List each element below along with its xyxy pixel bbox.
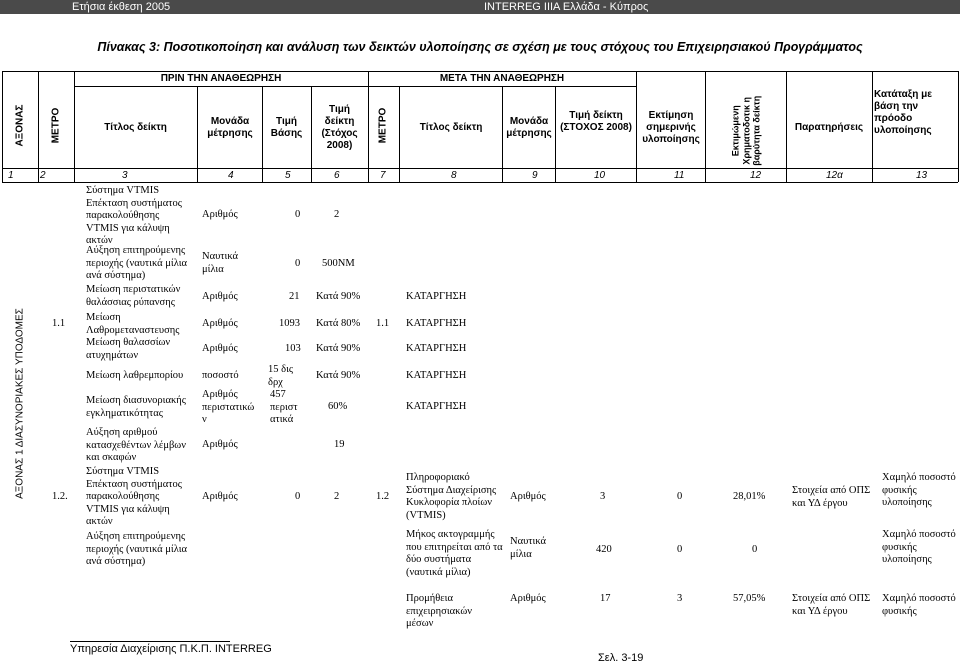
- col-header-target-before: Τιμή δείκτη (Στόχος 2008): [321, 104, 358, 151]
- measure-1-2-after: 1.2: [376, 491, 390, 502]
- measure-1-1: 1.1: [52, 318, 66, 329]
- indicator-unit: ποσοστό: [202, 370, 239, 381]
- current-estimate: 0: [677, 491, 683, 502]
- group-before-revision: ΠΡΙΝ ΤΗΝ ΑΝΑΘΕΩΡΗΣΗ: [160, 73, 282, 84]
- indicator-title-after: Πληροφοριακό Σύστημα Διαχείρισης Κυκλοφορία πλοίων (VTMIS): [406, 472, 497, 521]
- col-header-target-after: Τιμή δείκτη (ΣΤΟΧΟΣ 2008): [560, 110, 632, 133]
- col-header-measure-after: ΜΕΤΡΟ: [377, 107, 389, 144]
- col-number: 12: [750, 170, 762, 181]
- financial-weight: 0: [752, 544, 758, 555]
- progress-ranking: Χαμηλό ποσοστό φυσικής υλοποίησης: [882, 529, 956, 565]
- footer-agency: Υπηρεσία Διαχείρισης Π.Κ.Π. INTERREG: [70, 643, 272, 655]
- col-number: 5: [285, 170, 291, 181]
- indicator-title: Μείωση θαλασσίων ατυχημάτων: [86, 337, 171, 361]
- base-value: 0: [295, 491, 301, 502]
- indicator-unit: Αριθμός: [202, 439, 238, 450]
- remarks: Στοιχεία από ΟΠΣ και ΥΔ έργου: [792, 485, 871, 509]
- indicator-title: Αύξηση επιτηρούμενης περιοχής (ναυτικά μίλια ανά σύστημα): [86, 245, 188, 281]
- target-value: 2: [334, 209, 340, 220]
- indicator-unit-after: Αριθμός: [510, 491, 546, 502]
- col-header-estimate: Εκτίμηση σημερινής υλοποίησης: [642, 110, 700, 145]
- col-number: 13: [916, 170, 928, 181]
- col-header-title-before: Τίτλος δείκτη: [104, 122, 167, 133]
- col-number: 10: [594, 170, 606, 181]
- col-number: 11: [674, 170, 685, 181]
- indicator-title: Σύστημα VTMIS Επέκταση συστήματος παρακολούθησης VTMIS για κάλυψη ακτών: [86, 466, 182, 527]
- indicator-unit-after: Ναυτικά μίλια: [510, 536, 547, 560]
- col-number: 12α: [826, 170, 843, 181]
- remarks: Στοιχεία από ΟΠΣ και ΥΔ έργου: [792, 593, 871, 617]
- indicator-title: Μείωση λαθρεμπορίου: [86, 370, 184, 381]
- status-abolished: ΚΑΤΑΡΓΗΣΗ: [406, 318, 467, 329]
- indicator-title-after: Μήκος ακτογραμμής που επιτηρείται από τα δύο συστήματα (ναυτικά μίλια): [406, 529, 503, 578]
- indicator-title: Αύξηση αριθμού κατασχεθέντων λέμβων και σκαφών: [86, 427, 186, 463]
- col-number: 1: [8, 170, 14, 181]
- base-value: 21: [289, 291, 300, 302]
- col-number: 2: [40, 170, 46, 181]
- indicator-title: Μείωση διασυνοριακής εγκληματικότητας: [86, 395, 186, 419]
- col-header-remarks: Παρατηρήσεις: [794, 122, 864, 133]
- progress-ranking: Χαμηλό ποσοστό φυσικής υλοποίησης: [882, 472, 956, 508]
- target-value: 19: [334, 439, 345, 450]
- base-value: 457 περιστ ατικά: [270, 389, 298, 425]
- target-value-after: 3: [600, 491, 606, 502]
- indicator-unit: Αριθμός: [202, 209, 238, 220]
- indicator-unit: Αριθμός περιστατικώ ν: [202, 389, 255, 425]
- page-number: Σελ. 3-19: [598, 652, 644, 664]
- table-title: Πίνακας 3: Ποσοτικοποίηση και ανάλυση των δεικτών υλοποίησης σε σχέση με τους στόχους του Επιχειρησιακού Προγράμματος: [97, 40, 863, 54]
- status-abolished: ΚΑΤΑΡΓΗΣΗ: [406, 343, 467, 354]
- header-report-title: Ετήσια έκθεση 2005: [72, 1, 171, 13]
- indicator-unit-after: Αριθμός: [510, 593, 546, 604]
- col-header-base-value: Τιμή Βάσης: [270, 116, 303, 139]
- target-value: 2: [334, 491, 340, 502]
- axis-label: ΑΞΟΝΑΣ 1 ΔΙΑΣΥΝΟΡΙΑΚΕΣ ΥΠΟΔΟΜΕΣ: [14, 308, 26, 499]
- col-number: 8: [451, 170, 457, 181]
- current-estimate: 3: [677, 593, 683, 604]
- target-value: 500NM: [322, 258, 355, 269]
- target-value: Κατά 90%: [316, 370, 361, 381]
- base-value: 103: [285, 343, 301, 354]
- col-header-unit-before: Μονάδα μέτρησης: [207, 116, 253, 139]
- indicator-title: Μείωση περιστατικών θαλάσσιας ρύπανσης: [86, 284, 181, 308]
- base-value: 0: [295, 209, 301, 220]
- base-value: 1093: [279, 318, 300, 329]
- financial-weight: 57,05%: [733, 593, 766, 604]
- col-header-ranking: Κατάταξη με βάση την πρόοδο υλοποίησης: [874, 89, 933, 136]
- col-header-axis: ΑΞΟΝΑΣ: [14, 104, 26, 147]
- measure-1-2: 1.2.: [52, 491, 68, 502]
- footer-rule: [70, 641, 230, 642]
- indicator-unit: Αριθμός: [202, 491, 238, 502]
- current-estimate: 0: [677, 544, 683, 555]
- document-header-bar: [0, 0, 960, 14]
- base-value: 15 δις δρχ: [268, 364, 294, 388]
- col-number: 9: [532, 170, 538, 181]
- base-value: 0: [295, 258, 301, 269]
- col-number: 6: [334, 170, 340, 181]
- col-header-financial-weight: Εκτιμώμενη Χρηματοδοτικ η βαρύτητα δείκτη: [730, 95, 762, 166]
- indicator-title: Σύστημα VTMIS Επέκταση συστήματος παρακολούθησης VTMIS για κάλυψη ακτών: [86, 185, 182, 246]
- col-header-unit-after: Μονάδα μέτρησης: [506, 116, 552, 139]
- financial-weight: 28,01%: [733, 491, 766, 502]
- indicator-title-after: Προμήθεια επιχειρησιακών μέσων: [406, 593, 473, 629]
- measure-1-1-after: 1.1: [376, 318, 390, 329]
- target-value-after: 17: [600, 593, 611, 604]
- target-value: 60%: [328, 401, 348, 412]
- indicator-unit: Ναυτικά μίλια: [202, 251, 239, 275]
- col-number: 4: [228, 170, 234, 181]
- indicator-title: Αύξηση επιτηρούμενης περιοχής (ναυτικά μίλια ανά σύστημα): [86, 531, 188, 567]
- col-header-measure: ΜΕΤΡΟ: [50, 107, 62, 144]
- status-abolished: ΚΑΤΑΡΓΗΣΗ: [406, 291, 467, 302]
- col-number: 3: [122, 170, 128, 181]
- status-abolished: ΚΑΤΑΡΓΗΣΗ: [406, 401, 467, 412]
- status-abolished: ΚΑΤΑΡΓΗΣΗ: [406, 370, 467, 381]
- indicator-unit: Αριθμός: [202, 318, 238, 329]
- indicator-title: Μείωση Λαθρομεταναστευσης: [86, 312, 180, 336]
- col-number: 7: [380, 170, 386, 181]
- indicator-unit: Αριθμός: [202, 291, 238, 302]
- target-value: Κατά 90%: [316, 291, 361, 302]
- indicator-unit: Αριθμός: [202, 343, 238, 354]
- group-after-revision: ΜΕΤΑ ΤΗΝ ΑΝΑΘΕΩΡΗΣΗ: [439, 73, 565, 84]
- progress-ranking: Χαμηλό ποσοστό φυσικής: [882, 593, 956, 617]
- header-programme-title: INTERREG IIIA Ελλάδα - Κύπρος: [484, 1, 649, 13]
- target-value: Κατά 80%: [316, 318, 361, 329]
- target-value: Κατά 90%: [316, 343, 361, 354]
- col-header-title-after: Τίτλος δείκτη: [419, 122, 483, 133]
- target-value-after: 420: [596, 544, 612, 555]
